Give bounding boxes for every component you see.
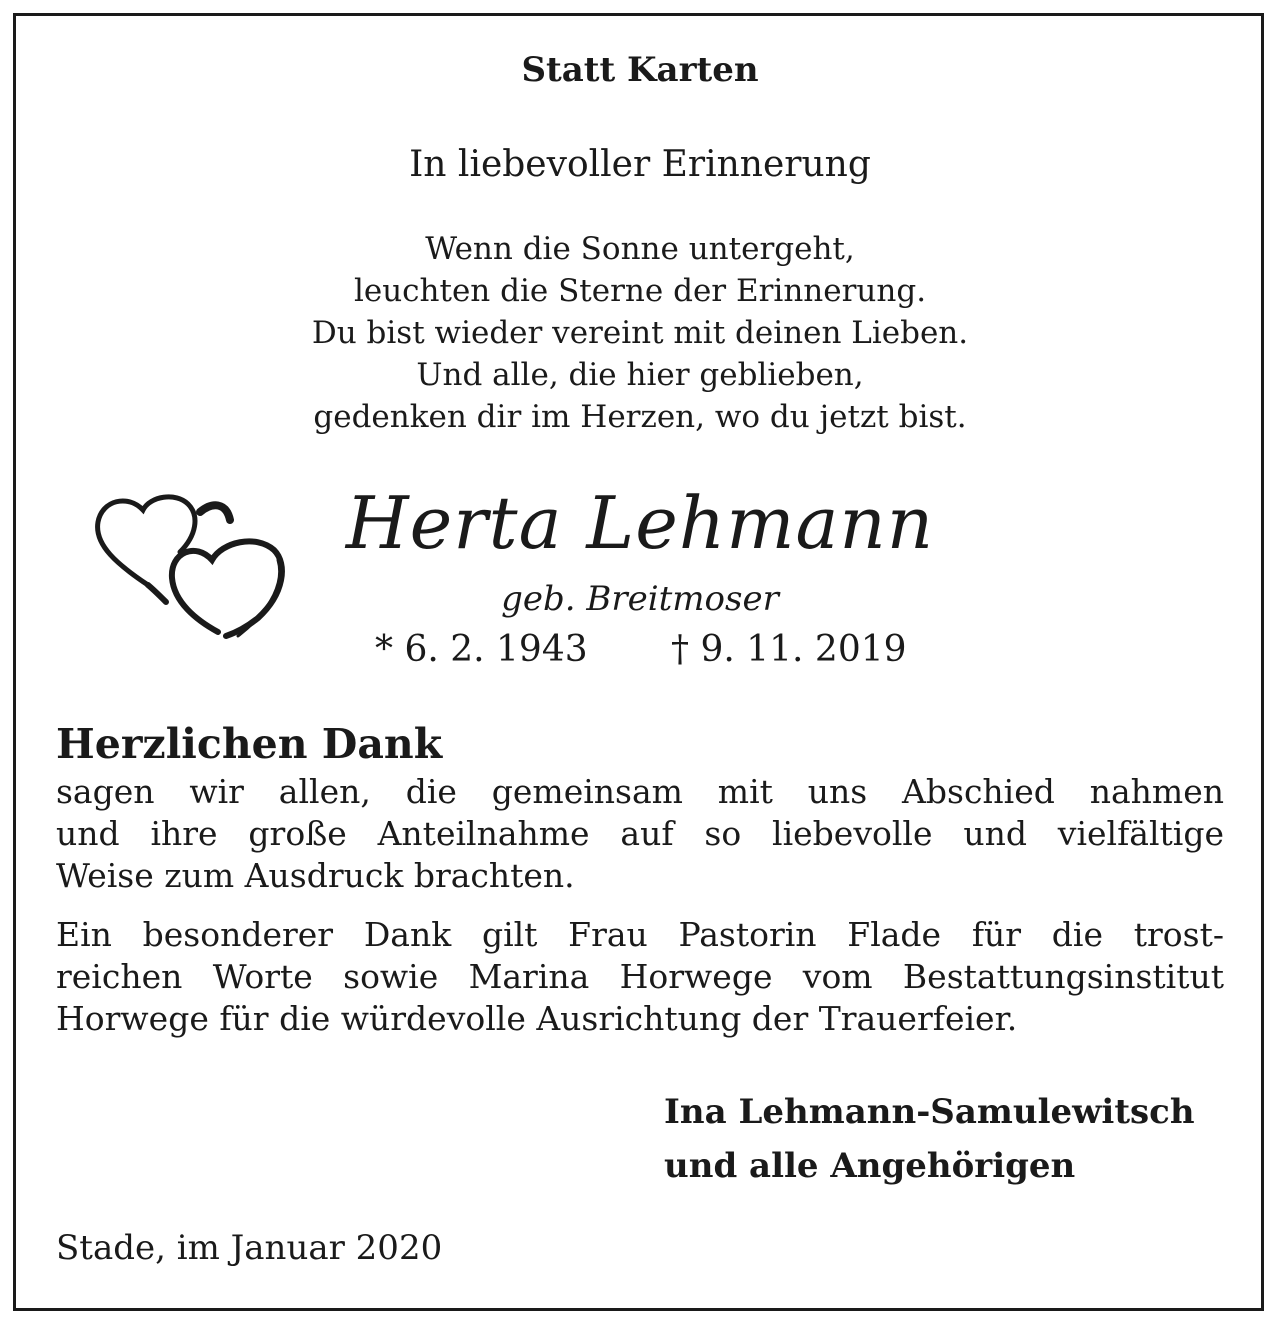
death-date: † 9. 11. 2019 <box>671 629 907 670</box>
thanks-paragraph-1 <box>56 771 1224 897</box>
paragraph-line: Horwege für die würdevolle Ausrichtung der Trauerfeier. <box>56 999 1018 1038</box>
thanks-title: Herzlichen Dank <box>56 720 443 768</box>
paragraph-line: und ihre große Anteilnahme auf so liebevolle und vielfältige <box>56 814 1224 853</box>
maiden-name: geb. Breitmoser <box>501 579 779 619</box>
place-date: Stade, im Januar 2020 <box>56 1228 443 1268</box>
paragraph-line: Ein besonderer Dank gilt Frau Pastorin Flade für die trost- <box>56 915 1224 954</box>
poem-line: Wenn die Sonne untergeht, <box>425 231 855 267</box>
signature-line: und alle Angehörigen <box>664 1146 1076 1186</box>
subheader-erinnerung: In liebevoller Erinnerung <box>409 144 871 185</box>
deceased-name: Herta Lehmann <box>345 481 935 565</box>
double-hearts-icon <box>88 490 288 640</box>
poem-line: Du bist wieder vereint mit deinen Lieben. <box>311 315 969 351</box>
signature-line: Ina Lehmann-Samulewitsch <box>664 1092 1195 1132</box>
poem-line: gedenken dir im Herzen, wo du jetzt bist. <box>313 399 967 435</box>
paragraph-line: sagen wir allen, die gemeinsam mit uns Abschied nahmen <box>56 772 1224 811</box>
signature <box>664 1085 1195 1193</box>
poem-line: leuchten die Sterne der Erinnerung. <box>353 273 927 309</box>
poem-line: Und alle, die hier geblieben, <box>416 357 864 393</box>
header-statt-karten: Statt Karten <box>521 50 759 90</box>
birth-date: * 6. 2. 1943 <box>375 629 588 670</box>
poem <box>0 228 1280 438</box>
thanks-paragraph-2 <box>56 914 1224 1040</box>
paragraph-line: Weise zum Ausdruck brachten. <box>56 856 575 895</box>
paragraph-line: reichen Worte sowie Marina Horwege vom Bestattungsinstitut <box>56 957 1224 996</box>
